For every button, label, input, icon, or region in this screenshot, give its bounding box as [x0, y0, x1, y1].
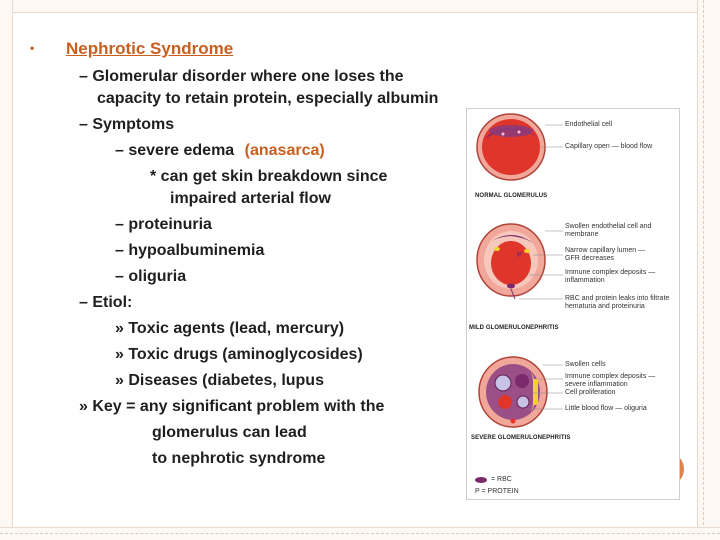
normal-glomerulus-drawing [477, 114, 563, 180]
normal-label-endothelial: Endothelial cell [565, 121, 613, 128]
symptoms-heading: – Symptoms [79, 116, 175, 133]
normal-heading: NORMAL GLOMERULUS [475, 193, 548, 199]
slide-frame-bottom [0, 527, 720, 540]
rbc-legend-icon [475, 477, 487, 483]
symptom-edema [115, 141, 325, 161]
etiology-toxic-drugs: » Toxic drugs (aminoglycosides) [115, 346, 363, 363]
symptom-hypoalbuminemia: – hypoalbuminemia [115, 242, 265, 259]
severe-label-blood-flow: Little blood flow — oliguria [565, 405, 647, 412]
skin-note-line-2: impaired arterial flow [170, 190, 331, 207]
mild-heading: MILD GLOMERULONEPHRITIS [469, 325, 559, 331]
mild-label-immune-1: Immune complex deposits — [565, 269, 656, 276]
mild-label-swollen-1: Swollen endothelial cell and [565, 223, 652, 230]
severe-label-immune-2: severe inflammation [565, 381, 628, 388]
key-point-line-3: to nephrotic syndrome [152, 450, 326, 467]
glomerulus-figure [466, 108, 680, 500]
mild-label-immune-2: inflammation [565, 277, 605, 284]
key-point-line-2: glomerulus can lead [152, 424, 307, 441]
mild-label-narrow-2: GFR decreases [565, 255, 615, 262]
legend-protein: P = PROTEIN [475, 488, 519, 495]
definition-line-2: capacity to retain protein, especially albumin [97, 90, 439, 107]
severe-label-immune-1: Immune complex deposits — [565, 373, 656, 380]
slide-title: Nephrotic Syndrome [66, 39, 234, 58]
definition-line-1: – Glomerular disorder where one loses the [79, 68, 404, 85]
symptom-proteinuria: – proteinuria [115, 216, 212, 233]
mild-protein-marker: P [517, 252, 522, 259]
mild-label-swollen-2: membrane [565, 231, 599, 238]
title-bullet-icon: • [30, 41, 35, 55]
severe-label-swollen: Swollen cells [565, 361, 606, 368]
key-point-line-1: » Key = any significant problem with the [79, 398, 385, 415]
mild-label-rbc-2: hematuria and proteinuria [565, 303, 645, 310]
legend-rbc: = RBC [491, 476, 512, 483]
severe-label-proliferation: Cell proliferation [565, 389, 616, 396]
severe-heading: SEVERE GLOMERULONEPHRITIS [471, 435, 571, 441]
etiology-toxic-agents: » Toxic agents (lead, mercury) [115, 320, 345, 337]
slide-frame-top [0, 0, 720, 13]
mild-label-narrow-1: Narrow capillary lumen — [565, 247, 646, 254]
normal-label-capillary: Capillary open — blood flow [565, 143, 653, 150]
mild-label-rbc-1: RBC and protein leaks into filtrate [565, 295, 670, 302]
symptom-edema-text: – severe edema [115, 142, 235, 159]
slide-frame-right [697, 0, 720, 540]
slide-frame-left [0, 0, 13, 540]
symptom-edema-anasarca: (anasarca) [244, 142, 325, 159]
severe-glomerulus-drawing [479, 357, 563, 427]
skin-note-line-1: * can get skin breakdown since [150, 168, 388, 185]
mild-glomerulus-drawing [477, 224, 563, 299]
etiology-diseases: » Diseases (diabetes, lupus [115, 372, 324, 389]
etiology-heading: – Etiol: [79, 294, 133, 311]
symptom-oliguria: – oliguria [115, 268, 187, 285]
